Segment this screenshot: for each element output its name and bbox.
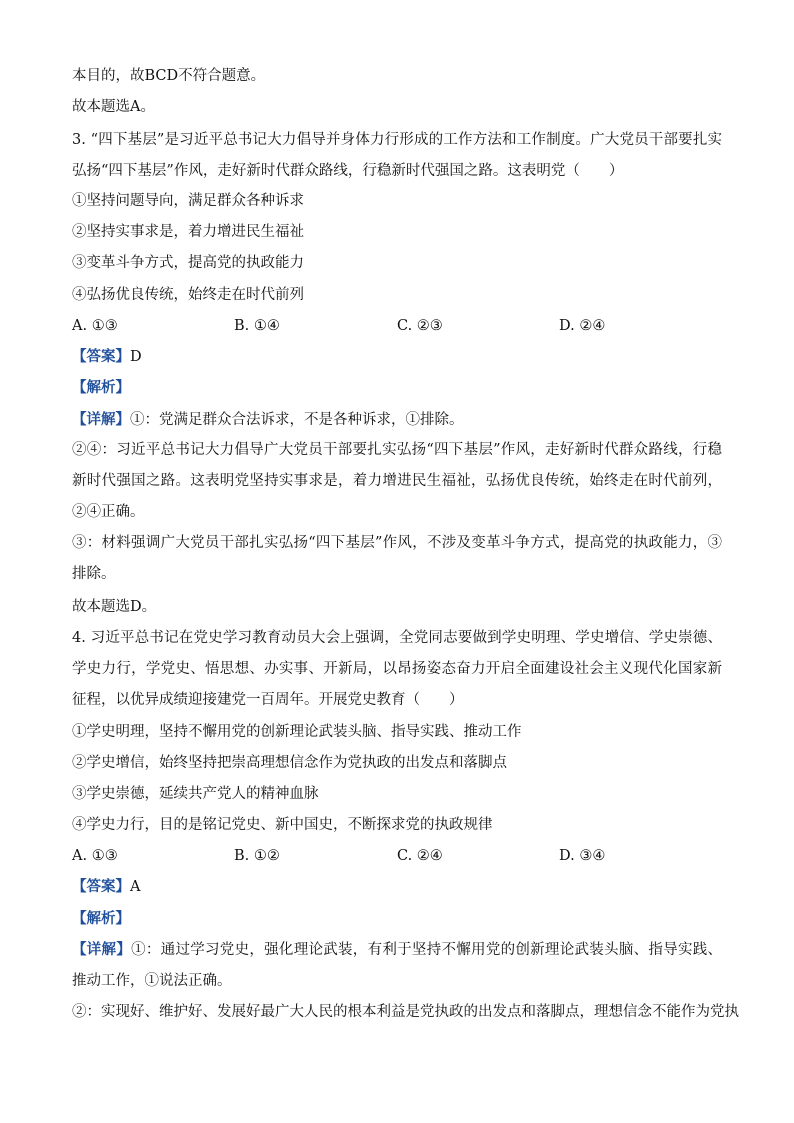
answer-value: A (130, 879, 141, 895)
q3-detail-1 (72, 410, 464, 430)
q4-option-b: B. ①② (234, 848, 280, 864)
q4-statement-3: ③学史崇德，延续共产党人的精神血脉 (72, 786, 319, 802)
q3-detail-2: ②④：习近平总书记大力倡导广大党员干部要扎实弘扬“四下基层”作风，走好新时代群众路线，行稳新时代强国之路。这表明党坚持实事求是，着力增进民生福祉，弘扬优良传统，始终走在时代前列，②④正确。 (72, 442, 722, 520)
answer-tag: 【答案】 (72, 878, 130, 895)
analysis-tag: 【解析】 (72, 379, 130, 396)
detail-tag: 【详解】 (72, 941, 132, 958)
q4-analysis-heading (72, 909, 130, 929)
q3-statement-3: ③变革斗争方式，提高党的执政能力 (72, 255, 304, 271)
q3-option-c: C. ②③ (397, 318, 443, 334)
q4-option-a: A. ①③ (72, 848, 118, 864)
q3-statement-1: ①坚持问题导向，满足群众各种诉求 (72, 193, 304, 209)
detail-tag: 【详解】 (72, 411, 130, 428)
q3-conclusion: 故本题选D。 (72, 599, 157, 615)
question-3-stem: 3. “四下基层”是习近平总书记大力倡导并身体力行形成的工作方法和工作制度。广大党员干部要扎实弘扬“四下基层”作风，走好新时代群众路线，行稳新时代强国之路。这表明党（ ） (72, 132, 722, 179)
question-4-stem: 4. 习近平总书记在党史学习教育动员大会上强调，全党同志要做到学史明理、学史增信、学史崇德、学史力行，学党史、悟思想、办实事、开新局，以昂扬姿态奋力开启全面建设社会主义现代化国家新征程，以优异成绩迎接建党一百周年。开展党史教育（ ） (72, 630, 722, 708)
q3-statement-4: ④弘扬优良传统，始终走在时代前列 (72, 287, 304, 303)
q4-statement-1: ①学史明理，坚持不懈用党的创新理论武装头脑、指导实践、推动工作 (72, 724, 522, 740)
q4-detail-2: ②：实现好、维护好、发展好最广大人民的根本利益是党执政的出发点和落脚点，理想信念不能作为党执 (72, 1004, 739, 1020)
answer-value: D (130, 349, 142, 365)
text-line: 本目的，故BCD不符合题意。 (72, 68, 266, 84)
q4-option-c: C. ②④ (397, 848, 443, 864)
detail-text: ①：党满足群众合法诉求，不是各种诉求，①排除。 (130, 412, 464, 428)
q4-answer (72, 877, 140, 897)
analysis-tag: 【解析】 (72, 910, 130, 927)
q3-analysis-heading (72, 378, 130, 398)
q4-option-d: D. ③④ (559, 848, 606, 864)
q3-answer (72, 347, 142, 367)
q4-detail-1 (72, 934, 722, 997)
q4-statement-2: ②学史增信，始终坚持把崇高理想信念作为党执政的出发点和落脚点 (72, 755, 507, 771)
q3-option-b: B. ①④ (234, 318, 280, 334)
q3-detail-3: ③：材料强调广大党员干部扎实弘扬“四下基层”作风，不涉及变革斗争方式，提高党的执政能力，③排除。 (72, 535, 722, 582)
text-line: 故本题选A。 (72, 99, 155, 115)
detail-text: ①：通过学习党史，强化理论武装，有利于坚持不懈用党的创新理论武装头脑、指导实践、推动工作，①说法正确。 (72, 942, 723, 989)
q4-statement-4: ④学史力行，目的是铭记党史、新中国史，不断探求党的执政规律 (72, 817, 493, 833)
q3-statement-2: ②坚持实事求是，着力增进民生福祉 (72, 224, 304, 240)
q3-option-a: A. ①③ (72, 318, 118, 334)
answer-tag: 【答案】 (72, 348, 130, 365)
q3-option-d: D. ②④ (559, 318, 606, 334)
